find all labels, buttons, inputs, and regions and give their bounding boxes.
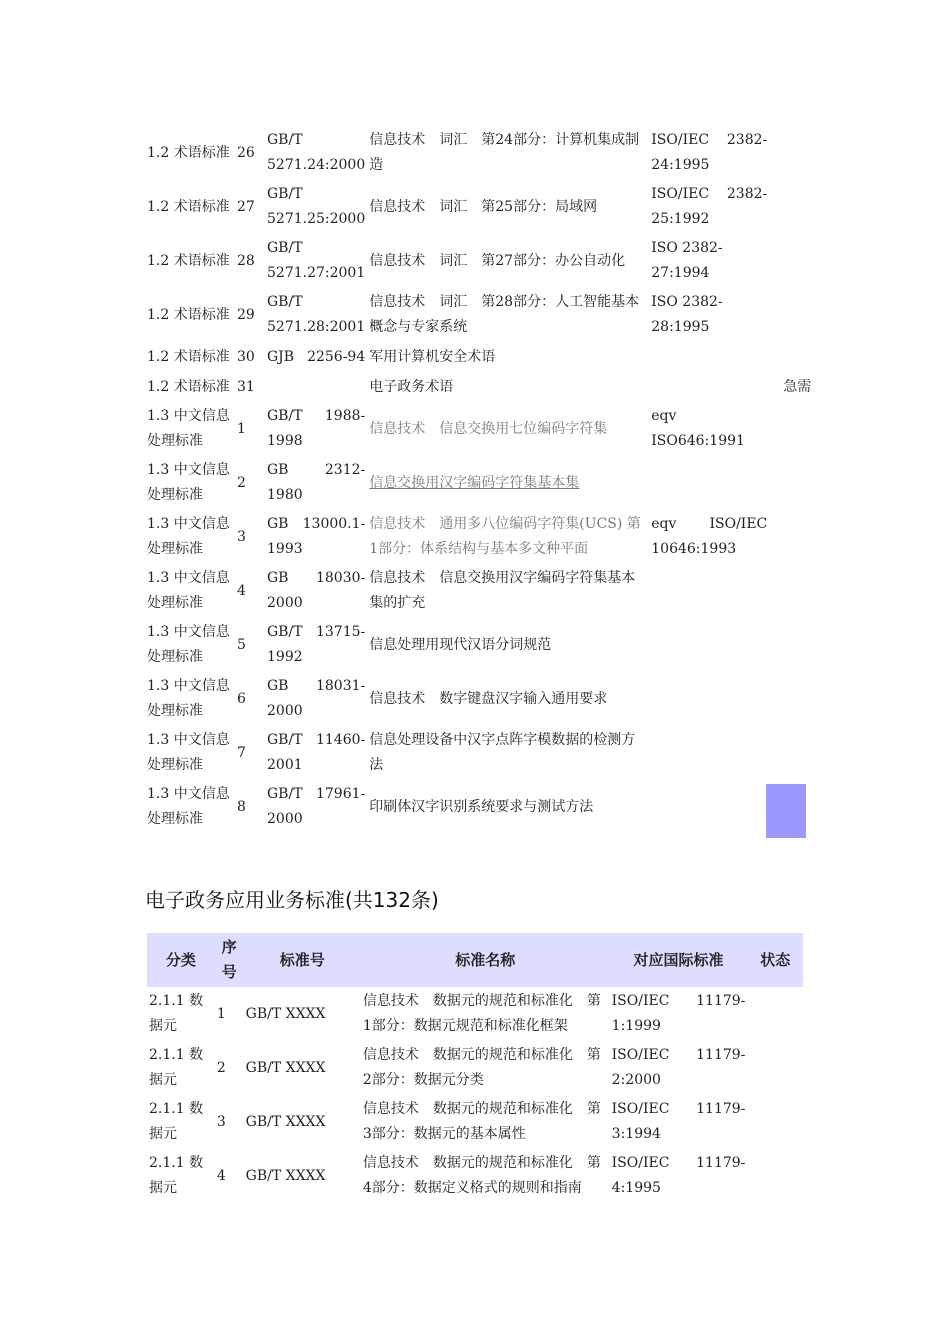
num-cell: 1 [237, 420, 246, 437]
intl-part-a: eqv [651, 516, 677, 532]
intl-part-c: 3:1994 [611, 1126, 661, 1142]
intl-part-a: ISO/IEC [611, 1101, 670, 1117]
category-cell: 2.1.1 数据元 [149, 1101, 204, 1142]
name-text: 信息技术 词汇 第24部分：计算机集成制造 [369, 132, 640, 173]
intl-cell [649, 234, 769, 288]
category-cell: 1.2 术语标准 [147, 348, 230, 365]
table-row [145, 510, 813, 564]
category-cell: 2.1.1 数据元 [149, 1047, 204, 1088]
intl-text: ISO 2382-28:1995 [651, 294, 723, 335]
status-cell [769, 726, 813, 780]
header-status: 状态 [747, 933, 803, 987]
category-cell: 1.3 中文信息处理标准 [147, 462, 230, 503]
code-cell [265, 372, 367, 402]
intl-line [651, 128, 767, 153]
table-row [145, 564, 813, 618]
intl-part-b: ISO/IEC [709, 516, 768, 532]
status-cell [769, 564, 813, 618]
name-text: 信息技术 信息交换用汉字编码字符集基本集的扩充 [369, 570, 636, 611]
intl-cell [649, 780, 769, 834]
intl-part-c: 24:1995 [651, 157, 710, 173]
status-cell: 急需 [783, 378, 812, 395]
table-row [145, 342, 813, 372]
name-text: 信息处理用现代汉语分词规范 [369, 636, 552, 653]
num-cell: 27 [237, 198, 255, 215]
code-cell [265, 288, 367, 342]
table-row [145, 780, 813, 834]
status-cell [769, 672, 813, 726]
intl-part-a: ISO/IEC [611, 1047, 670, 1063]
code-line-b: 5271.24:2000 [267, 157, 366, 173]
code-line-a: GB/T 13715- [267, 624, 366, 640]
header-name: 标准名称 [361, 933, 610, 987]
category-cell: 2.1.1 数据元 [149, 1155, 204, 1196]
code-line-a: GB/T 1988- [267, 408, 366, 424]
section-title: 电子政务应用业务标准(共132条) [145, 888, 439, 912]
num-cell: 5 [237, 636, 246, 653]
code-cell [265, 456, 367, 510]
name-cell [367, 672, 649, 726]
intl-part-b: 11179- [696, 1101, 746, 1117]
intl-cell [610, 987, 748, 1041]
table-row [145, 372, 813, 402]
category-cell: 1.3 中文信息处理标准 [147, 678, 230, 719]
intl-text: eqv ISO646:1991 [651, 408, 745, 449]
name-text: 军用计算机安全术语 [369, 348, 496, 365]
num-cell: 8 [237, 798, 246, 815]
num-cell: 29 [237, 306, 255, 323]
num-cell: 7 [237, 744, 246, 761]
table-row [145, 180, 813, 234]
category-cell: 1.3 中文信息处理标准 [147, 786, 230, 827]
name-text: 信息技术 数字键盘汉字输入通用要求 [369, 690, 608, 707]
intl-part-c: 4:1995 [611, 1180, 661, 1196]
num-cell: 31 [237, 378, 255, 395]
table-row [145, 126, 813, 180]
table-row [145, 672, 813, 726]
code-line-b: 5271.28:2001 [267, 319, 366, 335]
name-cell [367, 288, 649, 342]
table-row [145, 288, 813, 342]
code-cell: GB/T XXXX [245, 1167, 326, 1184]
name-cell [367, 726, 649, 780]
intl-cell [649, 456, 769, 510]
intl-part-c: 1:1999 [611, 1018, 661, 1034]
table-row [145, 618, 813, 672]
name-cell [367, 510, 649, 564]
num-cell: 26 [237, 144, 255, 161]
standards-table-continued [145, 126, 813, 834]
num-cell: 4 [237, 582, 246, 599]
name-cell [367, 234, 649, 288]
name-cell: 信息技术 数据元的规范和标准化 第1部分：数据元规范和标准化框架 [362, 993, 601, 1034]
name-cell [367, 402, 649, 456]
intl-line [612, 1097, 746, 1122]
code-line-a: GB/T 17961- [267, 786, 366, 802]
code-line-a: GB 18031-2000 [267, 678, 366, 719]
intl-part-b: 11179- [696, 1047, 746, 1063]
status-cell [747, 1095, 803, 1149]
header-category: 分类 [147, 933, 215, 987]
intl-part-b: 2382- [726, 186, 768, 202]
name-cell [367, 564, 649, 618]
num-cell: 1 [216, 1005, 226, 1022]
intl-cell [649, 288, 769, 342]
status-cell [769, 342, 813, 372]
intl-cell [610, 1041, 748, 1095]
intl-line [612, 1151, 746, 1176]
num-cell: 3 [237, 528, 246, 545]
code-line-b: 1998 [267, 433, 303, 449]
intl-part-b: 11179- [696, 993, 746, 1009]
code-line-b: 1992 [267, 649, 303, 665]
code-line-a: GB 13000.1- [267, 516, 366, 532]
name-cell [367, 372, 649, 402]
header-code: 标准号 [244, 933, 361, 987]
header-intl: 对应国际标准 [610, 933, 748, 987]
name-text: 印刷体汉字识别系统要求与测试方法 [369, 798, 594, 815]
intl-cell [649, 372, 769, 402]
status-cell [769, 288, 813, 342]
intl-part-a: ISO/IEC [611, 1155, 670, 1171]
category-cell: 1.2 术语标准 [147, 378, 230, 395]
name-text: 信息技术 词汇 第25部分：局域网 [369, 198, 598, 215]
table-row [147, 1149, 803, 1203]
code-line-a: GJB 2256-94 [267, 348, 366, 365]
code-cell [265, 672, 367, 726]
num-cell: 3 [216, 1113, 226, 1130]
intl-line [612, 1043, 746, 1068]
category-cell: 1.2 术语标准 [147, 306, 230, 323]
status-cell [747, 987, 803, 1041]
intl-part-c: 10646:1993 [651, 541, 737, 557]
code-cell [265, 234, 367, 288]
intl-cell [649, 402, 769, 456]
name-cell [367, 342, 649, 372]
code-cell [265, 726, 367, 780]
code-cell [265, 180, 367, 234]
category-cell: 2.1.1 数据元 [149, 993, 204, 1034]
status-cell [769, 456, 813, 510]
name-cell: 信息技术 数据元的规范和标准化 第3部分：数据元的基本属性 [362, 1101, 601, 1142]
table-row [145, 402, 813, 456]
num-cell: 4 [216, 1167, 226, 1184]
name-cell: 信息技术 数据元的规范和标准化 第2部分：数据元分类 [362, 1047, 601, 1088]
intl-line [612, 989, 746, 1014]
intl-cell [610, 1095, 748, 1149]
header-row [147, 933, 803, 987]
name-text: 信息处理设备中汉字点阵字模数据的检测方法 [369, 732, 636, 773]
table-row [147, 1041, 803, 1095]
name-text: 信息技术 信息交换用七位编码字符集 [369, 420, 608, 437]
category-cell: 1.2 术语标准 [147, 144, 230, 161]
category-cell: 1.3 中文信息处理标准 [147, 732, 230, 773]
category-cell: 1.3 中文信息处理标准 [147, 624, 230, 665]
name-text: 信息技术 词汇 第28部分：人工智能基本概念与专家系统 [369, 294, 640, 335]
category-cell: 1.2 术语标准 [147, 252, 230, 269]
intl-line [651, 182, 767, 207]
intl-part-c: 2:2000 [611, 1072, 661, 1088]
name-cell [367, 180, 649, 234]
intl-part-c: 25:1992 [651, 211, 710, 227]
name-link[interactable]: 信息交换用汉字编码字符集基本集 [369, 474, 580, 491]
intl-part-a: ISO/IEC [651, 186, 710, 202]
code-line-b: 2000 [267, 811, 303, 827]
code-line-a: GB 18030-2000 [267, 570, 366, 611]
status-cell [769, 402, 813, 456]
intl-part-a: ISO/IEC [651, 132, 710, 148]
name-text: 信息技术 通用多八位编码字符集(UCS) 第1部分：体系结构与基本多文种平面 [369, 516, 641, 557]
intl-cell [610, 1149, 748, 1203]
category-cell: 1.2 术语标准 [147, 198, 230, 215]
intl-part-b: 2382- [726, 132, 768, 148]
intl-cell [649, 726, 769, 780]
code-line-b: 2001 [267, 757, 303, 773]
num-cell: 6 [237, 690, 246, 707]
code-cell [265, 342, 367, 372]
status-cell [769, 234, 813, 288]
status-cell [769, 510, 813, 564]
category-cell: 1.3 中文信息处理标准 [147, 570, 230, 611]
intl-part-b: 11179- [696, 1155, 746, 1171]
code-cell [265, 618, 367, 672]
name-cell [367, 780, 649, 834]
category-cell: 1.3 中文信息处理标准 [147, 516, 230, 557]
code-line-a: GB/T 11460- [267, 732, 366, 748]
business-standards-table [147, 933, 803, 1203]
code-line-a: GB/T [267, 186, 303, 202]
table-row [147, 1095, 803, 1149]
intl-cell [649, 564, 769, 618]
code-line-a: GB/T [267, 132, 303, 148]
num-cell: 2 [237, 474, 246, 491]
code-line-b: 5271.25:2000 [267, 211, 366, 227]
name-cell[interactable] [367, 456, 649, 510]
name-cell [367, 618, 649, 672]
code-cell [265, 780, 367, 834]
num-cell: 28 [237, 252, 255, 269]
code-line-a: GB 2312-1980 [267, 462, 366, 503]
table-row [145, 456, 813, 510]
intl-cell [649, 510, 769, 564]
intl-cell [649, 672, 769, 726]
code-line-b: 1993 [267, 541, 303, 557]
table-row [145, 234, 813, 288]
category-cell: 1.3 中文信息处理标准 [147, 408, 230, 449]
intl-cell [649, 618, 769, 672]
code-cell: GB/T XXXX [245, 1113, 326, 1130]
code-cell [265, 564, 367, 618]
header-num [215, 933, 244, 987]
status-cell [747, 1149, 803, 1203]
code-cell [265, 126, 367, 180]
code-cell: GB/T XXXX [245, 1059, 326, 1076]
name-text: 信息技术 词汇 第27部分：办公自动化 [369, 252, 626, 269]
intl-cell [649, 180, 769, 234]
status-cell [769, 180, 813, 234]
table-row [145, 726, 813, 780]
header-num-text: 序号 [221, 938, 237, 981]
intl-cell [649, 126, 769, 180]
num-cell: 30 [237, 348, 255, 365]
intl-part-a: ISO/IEC [611, 993, 670, 1009]
status-cell [769, 618, 813, 672]
code-cell: GB/T XXXX [245, 1005, 326, 1022]
name-cell [367, 126, 649, 180]
status-cell [747, 1041, 803, 1095]
code-line-b: 5271.27:2001 [267, 265, 366, 281]
code-cell [265, 402, 367, 456]
intl-text: ISO 2382-27:1994 [651, 240, 723, 281]
table-row [147, 987, 803, 1041]
code-line-a: GB/T [267, 240, 303, 256]
intl-cell [649, 342, 769, 372]
marker-box [766, 784, 806, 838]
code-cell [265, 510, 367, 564]
name-cell: 信息技术 数据元的规范和标准化 第4部分：数据定义格式的规则和指南 [362, 1155, 601, 1196]
intl-line [651, 512, 767, 537]
num-cell: 2 [216, 1059, 226, 1076]
code-line-a: GB/T [267, 294, 303, 310]
status-cell [769, 126, 813, 180]
name-text: 电子政务术语 [369, 378, 454, 395]
